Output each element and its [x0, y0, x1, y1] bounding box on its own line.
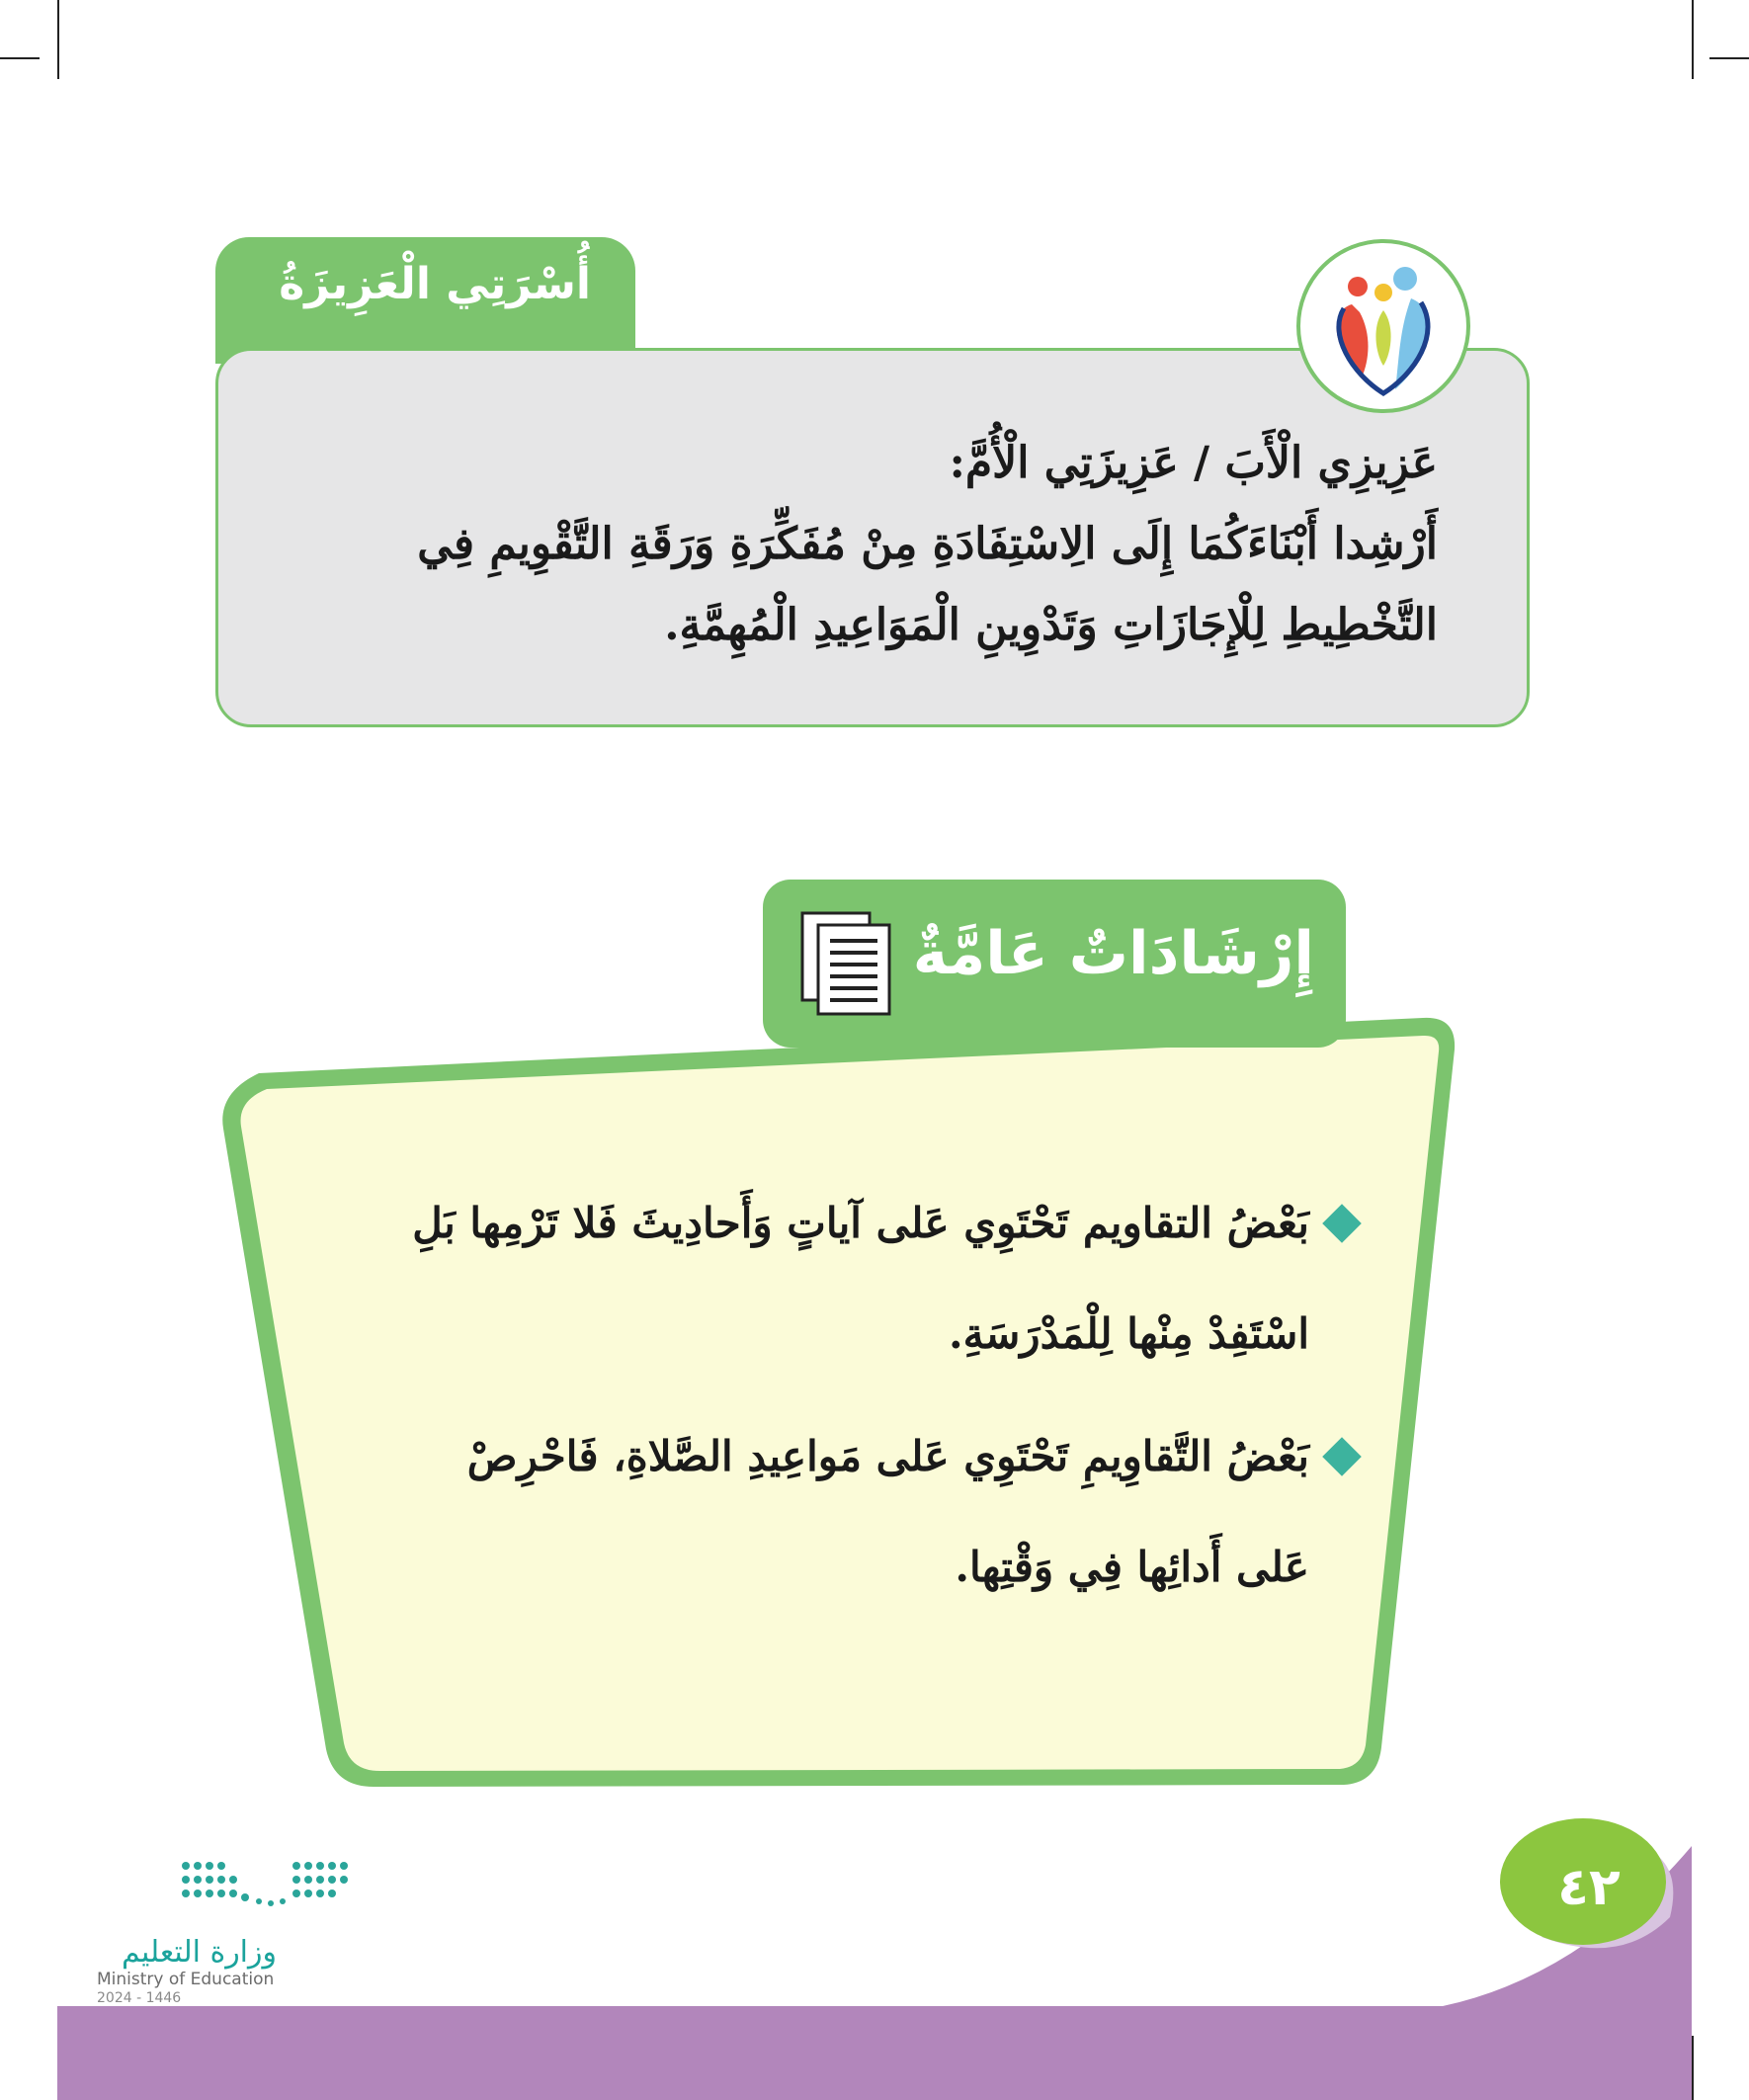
page-number: ٤٢	[1557, 1858, 1621, 1917]
family-title: أُسْرَتِي الْعَزِيزَةُ	[279, 259, 591, 309]
ministry-name-en: Ministry of Education	[97, 1970, 275, 1989]
family-greeting: عَزِيزِي الْأَبَ / عَزِيزَتِي الْأُمَّ:	[949, 438, 1438, 488]
ministry-logo-dots-icon	[180, 1858, 354, 1913]
edition-year: 2024 - 1446	[97, 1990, 182, 2006]
guidance-bullet: بَعْضُ التَّقاوِيمِ تَحْتَوِي عَلى مَواعِيدِ الصَّلاةِ، فَاحْرِصْ عَلى أَدائِها فِي وَقْتِها.	[466, 1432, 1309, 1591]
guidance-title: إِرْشَادَاتٌ عَامَّةٌ	[912, 919, 1314, 988]
family-body: أَرْشِدا أَبْنَاءَكُمَا إِلَى الِاسْتِفَادَةِ مِنْ مُفَكِّرَةِ وَرَقَةِ التَّقْوِيمِ فِي التَّخْطِيطِ لِلْإِجَازَاتِ وَتَدْوِينِ الْمَوَاعِيدِ الْمُهِمَّةِ.	[417, 519, 1438, 650]
guidance-bullet: بَعْضُ التقاويم تَحْتَوِي عَلى آياتٍ وَأَحادِيثَ فَلا تَرْمِها بَلِ اسْتَفِدْ مِنْها لِلْمَدْرَسَةِ.	[412, 1199, 1309, 1358]
ministry-name-ar: وزارة التعليم	[121, 1935, 277, 1970]
